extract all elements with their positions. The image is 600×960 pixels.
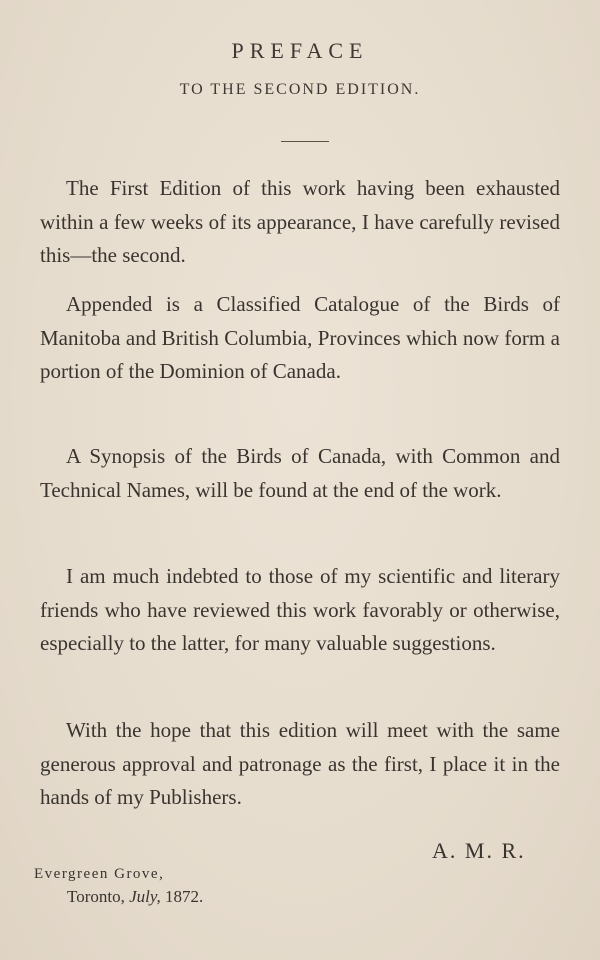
signature-place: Evergreen Grove, xyxy=(34,866,165,882)
paragraph-text: With the hope that this edition will meet with the same generous approval and patronage as the first, I place it in the hands of my Publishers. xyxy=(40,718,560,809)
paragraph-synopsis xyxy=(40,440,560,507)
paragraph-catalogue xyxy=(40,288,560,389)
author-initials: A. M. R. xyxy=(432,838,526,863)
paragraph-acknowledgement xyxy=(40,560,560,661)
paragraph-text: First Edition of this work having been exhausted within a few weeks of its appearance, I have carefully revised this—the second. xyxy=(40,176,560,267)
signature-city: Toronto, xyxy=(67,887,125,906)
page-subtitle: TO THE SECOND EDITION. xyxy=(179,81,421,98)
signature-date xyxy=(67,887,203,907)
paragraph-closing xyxy=(40,714,560,815)
title-divider xyxy=(281,141,329,142)
paragraph-text: Appended is a Classified Catalogue of the Birds of Manitoba and British Columbia, Provinces which now form a portion of the Dominion of Canada. xyxy=(40,292,560,383)
paragraph-text: A Synopsis of the Birds of Canada, with Common and Technical Names, will be found at the end of the work. xyxy=(40,444,560,502)
signature-year: 1872. xyxy=(164,887,204,906)
page-title: PREFACE xyxy=(231,38,369,63)
drop-lead-word: The xyxy=(66,176,99,200)
paragraph-text: I am much indebted to those of my scientific and literary friends who have reviewed this work favorably or otherwise, especially to the latter, for many valuable suggestions. xyxy=(40,564,560,655)
paragraph-first-edition xyxy=(40,172,560,273)
signature-month: July, xyxy=(129,887,161,906)
